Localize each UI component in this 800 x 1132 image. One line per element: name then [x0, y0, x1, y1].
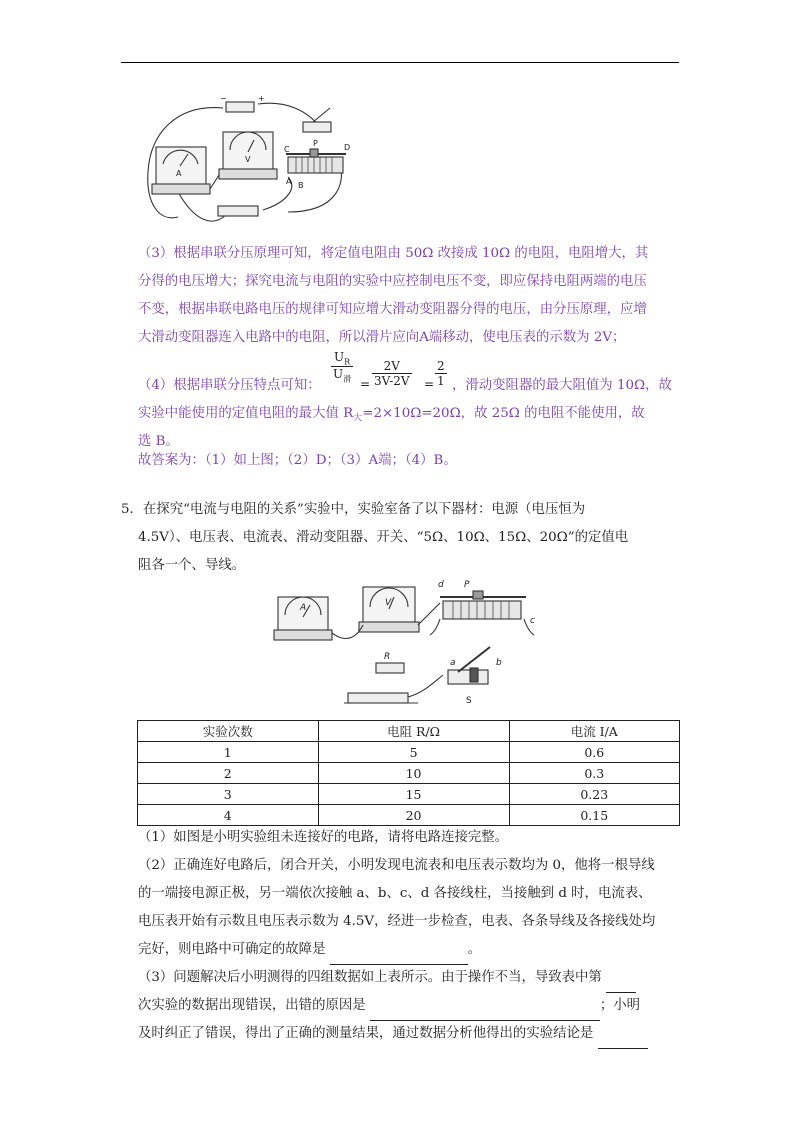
solution-part4-line2: 实验中能使用的定值电阻的最大值 $R_大=2\times 10\Omega=20\Omega$，故 25Ω 的电阻不能使用，故 [138, 406, 645, 424]
svg-text:a: a [450, 658, 456, 668]
svg-text:P: P [313, 139, 318, 148]
svg-text:S: S [466, 696, 472, 706]
svg-text:V: V [385, 598, 392, 608]
solution-part4-prefix: （4）根据串联分压特点可知： [138, 378, 321, 393]
svg-text:B: B [298, 181, 304, 190]
svg-text:A: A [176, 169, 182, 178]
col-header-resistance: 电阻 R/Ω [318, 721, 509, 742]
table-row [138, 805, 680, 826]
answer-blank-fault[interactable] [330, 936, 468, 965]
answer-summary: 故答案为：（1）如上图；（2）D；（3）A端；（4）B。 [138, 453, 457, 468]
cell-resistance: 15 [318, 784, 509, 805]
svg-text:V: V [245, 155, 251, 164]
q5-stem-line1: 5．在探究“电流与电阻的关系”实验中，实验室备了以下器材：电源（电压恒为 [121, 502, 586, 517]
answer-blank-conclusion[interactable] [598, 1020, 648, 1049]
fraction-ur-over-uslide: $U_R$ $U_滑$ [333, 350, 352, 384]
table-row [138, 742, 680, 763]
q5-stem-line3: 阻各一个、导线。 [138, 558, 246, 573]
svg-text:P: P [464, 580, 470, 590]
svg-text:D: D [344, 143, 351, 152]
cell-trial: 2 [138, 763, 319, 784]
solution-part3-line1: （3）根据串联分压原理可知，将定值电阻由 50Ω 改接成 10Ω 的电阻，电阻增大，其 [138, 246, 649, 261]
q5-sub1: （1）如图是小明实验组未连接好的电路，请将电路连接完整。 [138, 830, 509, 845]
svg-text:c: c [530, 616, 535, 626]
svg-text:C: C [284, 145, 290, 154]
fraction-2-over-1: $\frac{2}{1}$ [437, 359, 445, 388]
answer-blank-trial-number[interactable] [606, 964, 636, 993]
solution-part4-suffix: ，滑动变阻器的最大阻值为 10Ω，故 [452, 378, 672, 393]
cell-trial: 4 [138, 805, 319, 826]
table-header-row [138, 721, 680, 742]
svg-text:A: A [300, 603, 307, 613]
fraction-2v-over-1v: $\frac{2V}{3V-2V}$ [374, 359, 410, 388]
q5-sub2-line3: 电压表开始有示数且电压表示数为 4.5V，经进一步检查，电表、各条导线及各接线处均 [138, 914, 656, 929]
solution-part3-line3: 不变，根据串联电路电压的规律可知应增大滑动变阻器分得的电压，由分压原理，应增 [138, 302, 647, 317]
svg-text:−: − [220, 94, 227, 103]
cell-trial: 1 [138, 742, 319, 763]
cell-resistance: 10 [318, 763, 509, 784]
svg-text:b: b [496, 658, 502, 668]
q5-sub3-line1: （3）问题解决后小明测得的四组数据如上表所示。由于操作不当，导致表中第 [138, 964, 636, 993]
solution-part4-line3: 选 B。 [138, 434, 179, 449]
svg-text:R: R [384, 652, 391, 662]
data-table [137, 720, 680, 826]
cell-resistance: 5 [318, 742, 509, 763]
solution-part3-line4: 大滑动变阻器连入电路中的电阻，所以滑片应向A端移动，使电压表的示数为 2V； [138, 330, 626, 345]
answer-blank-error-reason[interactable] [370, 992, 600, 1021]
q5-sub3-line3: 及时纠正了错误，得出了正确的测量结果，通过数据分析他得出的实验结论是 [138, 1020, 648, 1049]
circuit-figure-1 [138, 92, 368, 232]
table-row [138, 763, 680, 784]
q5-sub2-line2: 的一端接电源正极，另一端依次接触 a、b、c、d 各接线柱，当接触到 d 时，电流表、 [138, 886, 652, 901]
cell-current: 0.6 [509, 742, 679, 763]
table-row [138, 784, 680, 805]
cell-current: 0.23 [509, 784, 679, 805]
q5-stem-line2: 4.5V）、电压表、电流表、滑动变阻器、开关、“5Ω、10Ω、15Ω、20Ω”的定值电 [138, 530, 629, 545]
cell-resistance: 20 [318, 805, 509, 826]
header-rule [121, 62, 679, 63]
col-header-current: 电流 I/A [509, 721, 679, 742]
solution-part3-line2: 分得的电压增大；探究电流与电阻的实验中应控制电压不变，即应保持电阻两端的电压 [138, 274, 647, 289]
col-header-trial: 实验次数 [138, 721, 319, 742]
cell-current: 0.3 [509, 763, 679, 784]
svg-text:+: + [258, 94, 265, 103]
cell-current: 0.15 [509, 805, 679, 826]
q5-sub2-line4: 完好，则电路中可确定的故障是 。 [138, 936, 481, 965]
svg-text:A: A [286, 177, 292, 186]
cell-trial: 3 [138, 784, 319, 805]
equals-sign-2: = [424, 377, 435, 391]
equals-sign: = [360, 377, 371, 391]
q5-sub2-line1: （2）正确连好电路后，闭合开关，小明发现电流表和电压表示数均为 0，他将一根导线 [138, 858, 655, 873]
circuit-figure-2 [268, 575, 558, 717]
q5-sub3-line2: 次实验的数据出现错误，出错的原因是 ；小明 [138, 992, 640, 1021]
svg-text:d: d [438, 580, 444, 590]
